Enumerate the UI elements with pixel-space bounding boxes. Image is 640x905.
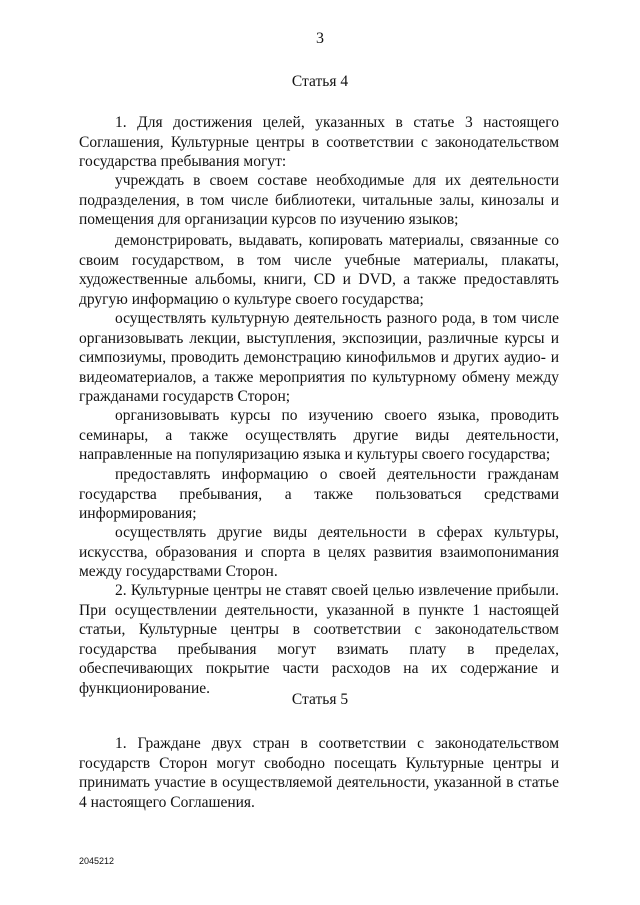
page-number: 3: [316, 30, 324, 47]
article-4-item-5: предоставлять информацию о своей деятельности гражданам государства пребывания, а также пользоваться средствами информирования;: [79, 466, 559, 522]
article-4-item-3: осуществлять культурную деятельность разного рода, в том числе организовывать лекции, выступления, экспозиции, различные курсы и симпозиумы, проводить демонстрацию кинофильмов и других аудио- и видеоматериалов, а также мероприятия по культурному обмену между гражданами государств Сторон;: [79, 310, 559, 405]
article-4-paragraph-2: 2. Культурные центры не ставят своей целью извлечение прибыли. При осуществлении деятельности, указанной в пункте 1 настоящей статьи, Культурные центры в соответствии с законодательством государства пребывания могут взимать плату в пределах, обеспечивающих покрытие части расходов на их содержание и функционирование.: [79, 582, 559, 697]
article-4-item-4: организовывать курсы по изучению своего языка, проводить семинары, а также осуществлять другие виды деятельности, направленные на популяризацию языка и культуры своего государства;: [79, 407, 559, 463]
article-4-item-6: осуществлять другие виды деятельности в сферах культуры, искусства, образования и спорта в целях развития взаимопонимания между государствами Сторон.: [79, 524, 559, 580]
article-4-paragraph-1: 1. Для достижения целей, указанных в статье 3 настоящего Соглашения, Культурные центры в соответствии с законодательством государства пребывания могут:: [79, 114, 559, 170]
article-4-item-1: учреждать в своем составе необходимые для их деятельности подразделения, в том числе библиотеки, читальные залы, кинозалы и помещения для организации курсов по изучению языков;: [79, 172, 559, 228]
article-4-heading: Статья 4: [291, 73, 349, 90]
article-5-paragraph-1: 1. Граждане двух стран в соответствии с законодательством государств Сторон могут свободно посещать Культурные центры и принимать участие в осуществляемой деятельности, указанной в статье 4 настоящего Соглашения.: [79, 735, 559, 811]
document-code: 2045212: [79, 856, 115, 866]
article-4-item-2: демонстрировать, выдавать, копировать материалы, связанные со своим государством, в том числе учебные материалы, плакаты, художественные альбомы, книги, CD и DVD, а также предоставлять другую информацию о культуре своего государства;: [79, 232, 559, 308]
article-5-heading: Статья 5: [291, 691, 349, 708]
